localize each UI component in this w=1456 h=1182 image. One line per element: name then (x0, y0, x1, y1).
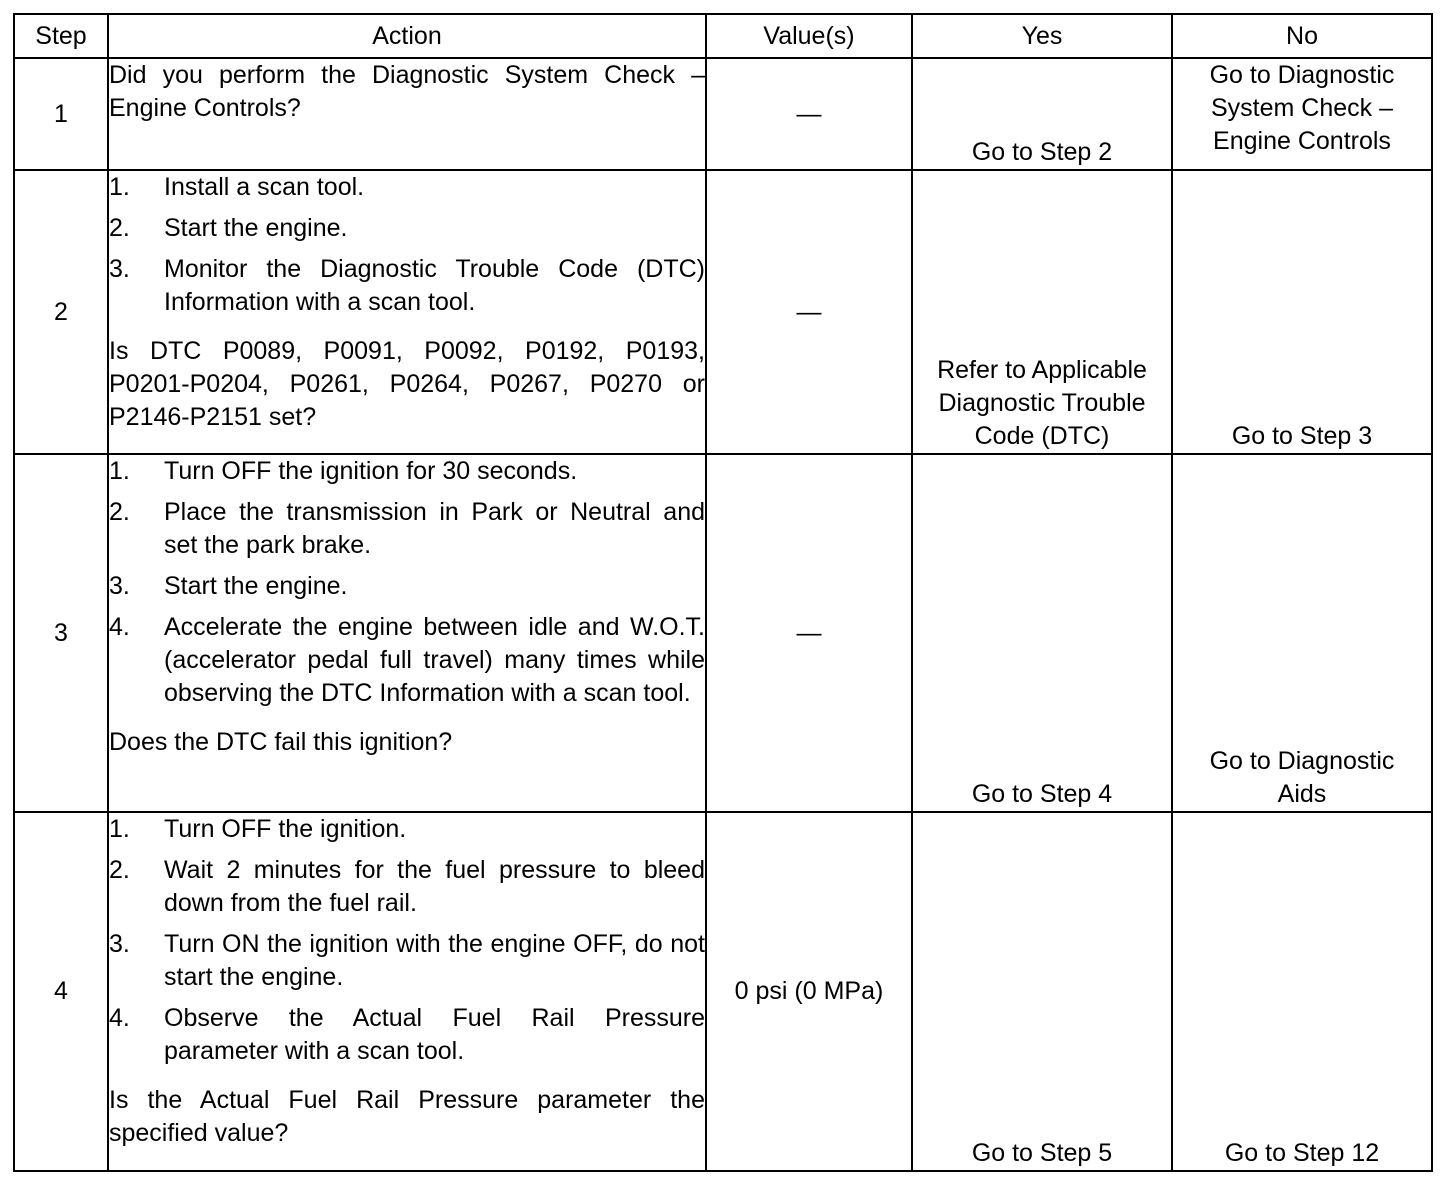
yes-text: Go to Step 5 (971, 1139, 1113, 1167)
action-step: 1. Turn OFF the ignition for 30 seconds. (109, 457, 578, 485)
action-step: 4. Observe the Actual Fuel Rail Pressure parameter with a scan tool. (109, 1004, 705, 1065)
yes-cell (912, 58, 1172, 170)
value-text: — (796, 618, 822, 647)
value-cell (706, 812, 912, 1171)
action-step: 1. Install a scan tool. (109, 173, 365, 201)
no-text: Go to Diagnostic System Check – Engine Controls (1209, 61, 1395, 155)
action-step: 3. Turn ON the ignition with the engine OFF, do not start the engine. (109, 930, 705, 991)
action-question: Is DTC P0089, P0091, P0092, P0192, P0193, P0201-P0204, P0261, P0264, P0267, P0270 or P2146-P2151 set? (109, 337, 705, 431)
header-action: Action (108, 14, 706, 58)
header-no: No (1172, 14, 1432, 58)
value-cell (706, 454, 912, 812)
step-number: 1 (14, 58, 108, 170)
action-steps (109, 455, 705, 710)
no-text: Go to Step 12 (1224, 1139, 1380, 1167)
table-row-step-4 (14, 812, 1432, 1171)
action-step: 2. Start the engine. (109, 214, 348, 242)
header-row (14, 14, 1432, 58)
value-text: — (796, 99, 822, 128)
no-cell (1172, 170, 1432, 454)
action-step: 3. Start the engine. (109, 572, 348, 600)
action-step: 3. Monitor the Diagnostic Trouble Code (DTC) Information with a scan tool. (109, 255, 705, 316)
header-values: Value(s) (706, 14, 912, 58)
yes-cell (912, 454, 1172, 812)
value-text: 0 psi (0 MPa) (734, 977, 884, 1005)
action-steps (109, 813, 705, 1068)
value-cell (706, 170, 912, 454)
action-steps (109, 171, 705, 319)
action-cell (108, 454, 706, 812)
step-number: 4 (14, 812, 108, 1171)
yes-cell (912, 170, 1172, 454)
table-row-step-2 (14, 170, 1432, 454)
header-step: Step (14, 14, 108, 58)
yes-text: Go to Step 2 (971, 138, 1113, 166)
table-row-step-1 (14, 58, 1432, 170)
no-text: Go to Step 3 (1231, 422, 1373, 450)
step-number: 2 (14, 170, 108, 454)
header-yes: Yes (912, 14, 1172, 58)
action-step: 2. Wait 2 minutes for the fuel pressure to bleed down from the fuel rail. (109, 856, 705, 917)
yes-text: Go to Step 4 (971, 780, 1113, 808)
diagnostic-table (13, 13, 1433, 1172)
action-cell (108, 812, 706, 1171)
action-step: 4. Accelerate the engine between idle and W.O.T. (accelerator pedal full travel) many times while observing the DTC Information with a scan tool. (109, 613, 705, 707)
action-cell (108, 170, 706, 454)
step-number: 3 (14, 454, 108, 812)
value-cell (706, 58, 912, 170)
action-step: 1. Turn OFF the ignition. (109, 815, 407, 843)
action-question: Is the Actual Fuel Rail Pressure parameter the specified value? (109, 1086, 705, 1147)
action-cell (108, 58, 706, 170)
no-cell (1172, 454, 1432, 812)
action-step: 2. Place the transmission in Park or Neutral and set the park brake. (109, 498, 705, 559)
action-question: Did you perform the Diagnostic System Check – Engine Controls? (109, 61, 705, 122)
yes-text: Refer to Applicable Diagnostic Trouble Code (DTC) (937, 356, 1147, 450)
yes-cell (912, 812, 1172, 1171)
action-question: Does the DTC fail this ignition? (109, 728, 453, 756)
value-text: — (796, 297, 822, 326)
table-row-step-3 (14, 454, 1432, 812)
no-cell (1172, 58, 1432, 170)
no-text: Go to Diagnostic Aids (1209, 747, 1395, 808)
no-cell (1172, 812, 1432, 1171)
